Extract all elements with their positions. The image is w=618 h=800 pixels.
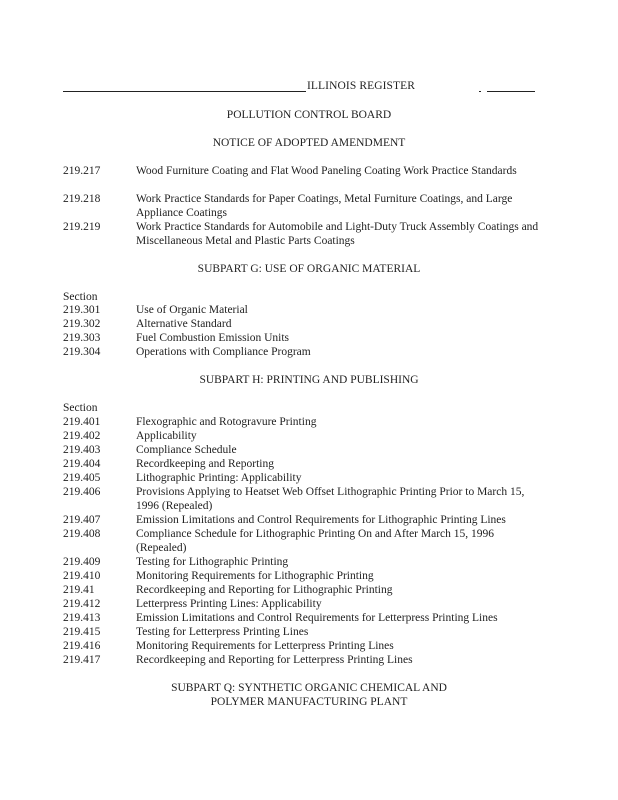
header-rule-gap (481, 89, 487, 93)
section-number: 219.403 (63, 444, 101, 456)
notice-title: NOTICE OF ADOPTED AMENDMENT (212, 137, 406, 149)
section-title: Work Practice Standards for Paper Coatings, Metal Furniture Coatings, and Large Appliance Coatings (136, 193, 513, 219)
section-title: Flexographic and Rotogravure Printing (136, 416, 317, 428)
section-number: 219.409 (63, 556, 101, 568)
header-rule-gap (409, 89, 479, 93)
section-title: Testing for Lithographic Printing (136, 556, 289, 568)
section-number: 219.415 (63, 626, 101, 638)
section-title: Monitoring Requirements for Lithographic Printing (136, 570, 374, 582)
section-number: 219.301 (63, 304, 101, 316)
section-title: Wood Furniture Coating and Flat Wood Paneling Coating Work Practice Standards (136, 165, 517, 177)
section-title: Applicability (136, 430, 197, 442)
subpart-q-heading-line2: POLYMER MANUFACTURING PLANT (210, 696, 408, 708)
section-number: 219.405 (63, 472, 101, 484)
section-title: Monitoring Requirements for Letterpress Printing Lines (136, 640, 394, 652)
section-number: 219.408 (63, 528, 101, 540)
section-title: Work Practice Standards for Automobile and Light-Duty Truck Assembly Coatings and Miscellaneous Metal and Plastic Parts Coatings (136, 221, 539, 247)
section-number: 219.412 (63, 598, 101, 610)
section-number: 219.218 (63, 193, 101, 205)
section-title: Fuel Combustion Emission Units (136, 332, 290, 344)
section-number: 219.406 (63, 486, 101, 498)
subpart-g-heading: SUBPART G: USE OF ORGANIC MATERIAL (197, 263, 421, 275)
section-title: Emission Limitations and Control Requirements for Lithographic Printing Lines (136, 514, 506, 526)
section-number: 219.41 (63, 584, 95, 596)
section-number: 219.410 (63, 570, 101, 582)
section-title: Alternative Standard (136, 318, 232, 330)
section-number: 219.302 (63, 318, 101, 330)
section-title: Use of Organic Material (136, 304, 248, 316)
section-title: Compliance Schedule for Lithographic Printing On and After March 15, 1996 (Repealed) (136, 528, 495, 554)
agency-name: POLLUTION CONTROL BOARD (226, 109, 392, 121)
section-number: 219.416 (63, 640, 101, 652)
section-number: 219.404 (63, 458, 101, 470)
section-number: 219.402 (63, 430, 101, 442)
section-title: Emission Limitations and Control Requirements for Letterpress Printing Lines (136, 612, 498, 624)
section-number: 219.303 (63, 332, 101, 344)
section-title: Testing for Letterpress Printing Lines (136, 626, 309, 638)
register-title: ILLINOIS REGISTER (307, 80, 416, 92)
subpart-q-heading-line1: SUBPART Q: SYNTHETIC ORGANIC CHEMICAL AND (171, 682, 447, 694)
register-header (63, 80, 535, 94)
section-number: 219.417 (63, 654, 101, 666)
section-column-label: Section (63, 291, 98, 303)
section-number: 219.219 (63, 221, 101, 233)
section-column-label: Section (63, 402, 98, 414)
section-title: Compliance Schedule (136, 444, 237, 456)
subpart-h-heading: SUBPART H: PRINTING AND PUBLISHING (199, 374, 419, 386)
section-number: 219.401 (63, 416, 101, 428)
section-title: Operations with Compliance Program (136, 346, 311, 358)
section-title: Provisions Applying to Heatset Web Offset Lithographic Printing Prior to March 15, 1996 (Repealed) (136, 486, 525, 512)
section-title: Recordkeeping and Reporting (136, 458, 274, 470)
section-number: 219.407 (63, 514, 101, 526)
section-title: Recordkeeping and Reporting for Lithographic Printing (136, 584, 393, 596)
section-number: 219.217 (63, 165, 101, 177)
section-number: 219.304 (63, 346, 101, 358)
section-number: 219.413 (63, 612, 101, 624)
section-title: Letterpress Printing Lines: Applicability (136, 598, 322, 610)
section-title: Lithographic Printing: Applicability (136, 472, 302, 484)
section-title: Recordkeeping and Reporting for Letterpress Printing Lines (136, 654, 413, 666)
